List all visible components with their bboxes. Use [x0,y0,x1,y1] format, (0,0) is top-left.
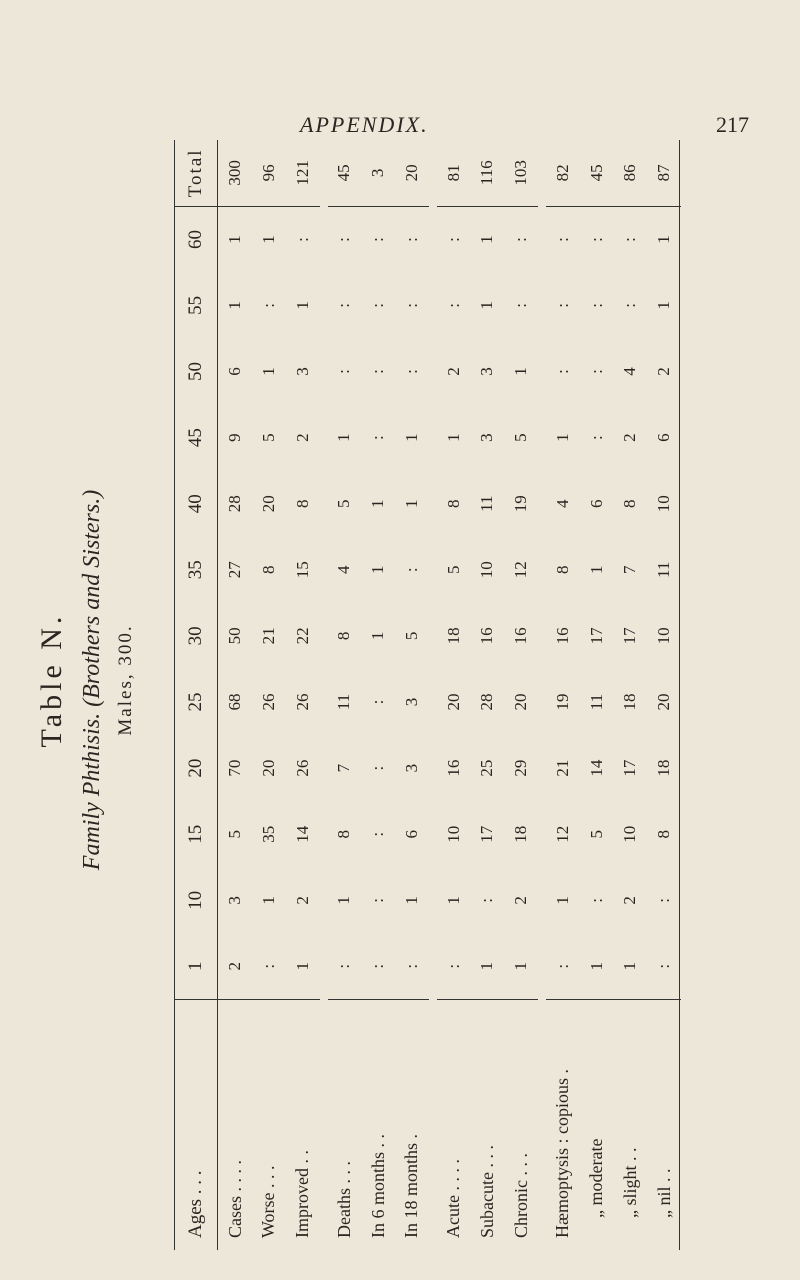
value-cell: : [654,897,674,903]
value-cell: 21 [258,627,278,645]
value-cell: 11 [334,693,354,711]
value-cell: 2 [654,367,674,376]
value-cell: : [334,302,354,308]
total-cell: 81 [437,140,471,206]
value-cell: 5 [334,499,354,508]
value-cell: 6 [654,433,674,442]
value-cell: 68 [225,693,245,711]
total-cell: 103 [504,140,538,206]
value-cell: : [437,933,471,999]
value-cell: 18 [654,759,674,777]
value-cell: 15 [292,561,312,579]
total-cell: 87 [647,140,681,206]
value-cell: 1 [225,235,245,244]
value-cell: 3 [477,433,497,442]
total-cell: 3 [361,140,395,206]
value-cell: : [511,302,531,308]
column-header: 60 [175,206,218,272]
row-label: Deaths . . . [333,1161,354,1238]
table-row [647,140,681,1250]
value-cell: 1 [580,933,614,999]
value-cell: : [401,567,421,573]
value-cell: 14 [586,759,606,777]
group-separator [320,140,328,1250]
row-label: Chronic . . . [510,1153,531,1238]
table-row [580,140,614,1250]
column-header: Ages . . . [175,1000,218,1251]
value-cell: 8 [443,499,463,508]
value-cell: : [252,933,286,999]
value-cell: : [586,897,606,903]
value-cell: : [546,933,580,999]
value-cell: 1 [225,301,245,310]
value-cell: 1 [368,565,388,575]
value-cell: 25 [477,759,497,777]
column-header: 50 [175,338,218,404]
value-cell: 20 [654,693,674,711]
column-header: 55 [175,272,218,338]
header-row [175,140,218,1250]
value-cell: 1 [552,896,572,905]
value-cell: 8 [258,565,278,575]
row-label: „ nil . . [653,1168,674,1218]
value-cell: 1 [504,933,538,999]
table-title: Table N. [35,612,68,748]
value-cell: : [620,302,640,308]
value-cell: 12 [511,561,531,579]
value-cell: 18 [443,627,463,645]
value-cell: 1 [477,235,497,244]
column-header: 25 [175,669,218,735]
value-cell: 1 [258,896,278,905]
value-cell: : [552,369,572,374]
value-cell: : [620,237,640,242]
value-cell: : [586,435,606,440]
value-cell: 50 [225,627,245,645]
value-cell: 10 [443,825,463,843]
table-males-count: Males, 300. [115,624,136,736]
total-cell: 96 [252,140,286,206]
value-cell: 10 [654,495,674,513]
value-cell: : [511,237,531,242]
value-cell: 6 [401,829,421,839]
row-label: Subacute . . . [476,1145,497,1238]
value-cell: 1 [292,301,312,310]
value-cell: 5 [443,565,463,575]
value-cell: : [395,933,429,999]
table-row [218,140,253,1250]
value-cell: 2 [292,896,312,905]
row-label: „ moderate [586,1138,607,1218]
value-cell: : [368,369,388,374]
value-cell: : [328,933,362,999]
value-cell: 26 [292,693,312,711]
column-header: Total [175,140,218,206]
value-cell: 1 [613,933,647,999]
value-cell: 5 [258,433,278,442]
column-header: 35 [175,537,218,603]
value-cell: 1 [368,631,388,641]
value-cell: 18 [511,825,531,843]
total-cell: 86 [613,140,647,206]
value-cell: 70 [225,759,245,777]
value-cell: 16 [511,627,531,645]
value-cell: 8 [334,829,354,839]
total-cell: 45 [328,140,362,206]
table-row [286,140,320,1250]
page-header [0,0,800,150]
value-cell: : [586,302,606,308]
value-cell: : [443,302,463,308]
value-cell: 22 [292,627,312,645]
value-cell: 1 [401,896,421,905]
value-cell: 20 [511,693,531,711]
group-separator [429,140,437,1250]
value-cell: 6 [225,367,245,376]
value-cell: : [647,933,681,999]
value-cell: 11 [654,561,674,578]
column-header: 30 [175,603,218,669]
value-cell: 5 [225,829,245,839]
value-cell: : [292,237,312,242]
value-cell: 6 [586,499,606,508]
value-cell: : [368,302,388,308]
value-cell: 17 [620,759,640,777]
value-cell: 3 [401,697,421,707]
value-cell: : [368,831,388,837]
value-cell: 17 [477,825,497,843]
row-label: In 18 months . [401,1133,422,1238]
total-cell: 121 [286,140,320,206]
value-cell: 4 [334,565,354,575]
value-cell: 3 [225,896,245,905]
value-cell: 3 [292,367,312,376]
value-cell: 1 [334,433,354,442]
value-cell: 8 [292,499,312,508]
value-cell: 1 [258,367,278,376]
value-cell: 1 [654,235,674,244]
value-cell: 10 [620,825,640,843]
row-label: Worse . . . [258,1165,279,1238]
value-cell: 18 [620,693,640,711]
value-cell: 2 [620,433,640,442]
table-row [395,140,429,1250]
value-cell: : [552,237,572,242]
value-cell: : [334,237,354,242]
value-cell: 28 [225,495,245,513]
value-cell: 1 [401,433,421,442]
row-label: Acute . . . . [443,1159,464,1238]
row-label: „ slight . . [619,1147,640,1218]
table-row [252,140,286,1250]
value-cell: : [368,237,388,242]
value-cell: 2 [218,933,253,999]
value-cell: 5 [511,433,531,442]
total-cell: 82 [546,140,580,206]
column-header: 40 [175,471,218,537]
table-row [504,140,538,1250]
page-number: 217 [716,112,749,137]
row-label: Cases . . . . [224,1160,245,1238]
value-cell: 8 [552,565,572,575]
value-cell: 1 [586,565,606,575]
value-cell: : [368,435,388,440]
value-cell: 4 [552,499,572,508]
value-cell: 35 [258,825,278,843]
value-cell: 7 [334,763,354,773]
value-cell: 11 [586,693,606,711]
value-cell: 26 [258,693,278,711]
value-cell: 1 [286,933,320,999]
total-cell: 116 [470,140,504,206]
value-cell: 1 [477,301,497,310]
table-caption [30,440,180,920]
value-cell: 16 [443,759,463,777]
value-cell: : [401,237,421,242]
value-cell: 26 [292,759,312,777]
value-cell: 3 [401,763,421,773]
value-cell: 20 [258,495,278,513]
value-cell: 1 [552,433,572,442]
value-cell: 27 [225,561,245,579]
value-cell: : [401,302,421,308]
column-header: 1 [175,933,218,999]
value-cell: 17 [586,627,606,645]
value-cell: 5 [401,631,421,641]
column-header: 20 [175,735,218,801]
value-cell: 2 [620,896,640,905]
value-cell: 8 [654,829,674,839]
value-cell: 2 [511,896,531,905]
value-cell: 11 [477,495,497,512]
table-rotated [175,140,681,1250]
running-head: APPENDIX. [300,112,429,137]
value-cell: 2 [443,367,463,376]
total-cell: 300 [218,140,253,206]
table-row [470,140,504,1250]
data-table [175,140,681,1250]
value-cell: 1 [258,235,278,244]
table-row [613,140,647,1250]
value-cell: : [586,237,606,242]
value-cell: 17 [620,627,640,645]
value-cell: 20 [443,693,463,711]
value-cell: 1 [401,499,421,508]
value-cell: 1 [443,896,463,905]
value-cell: 1 [654,301,674,310]
value-cell: 1 [368,499,388,508]
value-cell: 1 [443,433,463,442]
value-cell: : [368,765,388,771]
value-cell: 10 [477,561,497,579]
value-cell: 10 [654,627,674,645]
value-cell: 5 [586,829,606,839]
value-cell: 1 [470,933,504,999]
value-cell: : [368,897,388,903]
value-cell: 8 [334,631,354,641]
column-header: 45 [175,405,218,471]
value-cell: 4 [620,367,640,376]
value-cell: : [368,699,388,705]
value-cell: 28 [477,693,497,711]
table-frame [174,140,680,1250]
table-row [546,140,580,1250]
row-label: Improved . . [292,1150,313,1238]
value-cell: 20 [258,759,278,777]
total-cell: 20 [395,140,429,206]
column-header: 15 [175,801,218,867]
table-row [361,140,395,1250]
value-cell: 1 [511,367,531,376]
table-row [437,140,471,1250]
value-cell: : [443,237,463,242]
value-cell: 16 [477,627,497,645]
value-cell: 19 [552,693,572,711]
value-cell: : [334,369,354,374]
value-cell: 2 [292,433,312,442]
value-cell: : [401,369,421,374]
table-row [328,140,362,1250]
total-cell: 45 [580,140,614,206]
value-cell: : [258,302,278,308]
value-cell: 29 [511,759,531,777]
value-cell: : [552,302,572,308]
value-cell: : [586,369,606,374]
value-cell: 1 [334,896,354,905]
value-cell: : [361,933,395,999]
value-cell: 9 [225,433,245,442]
table-subtitle: Family Phthisis. (Brothers and Sisters.) [79,489,105,871]
value-cell: 14 [292,825,312,843]
row-label: In 6 months . . [367,1133,388,1238]
group-separator [538,140,546,1250]
value-cell: 7 [620,565,640,575]
value-cell: 12 [552,825,572,843]
column-header: 10 [175,867,218,933]
row-label: Hæmoptysis : copious . [552,1068,573,1238]
value-cell: 21 [552,759,572,777]
value-cell: 16 [552,627,572,645]
value-cell: 19 [511,495,531,513]
value-cell: 8 [620,499,640,508]
value-cell: : [477,897,497,903]
table-body [218,140,682,1250]
value-cell: 3 [477,367,497,376]
